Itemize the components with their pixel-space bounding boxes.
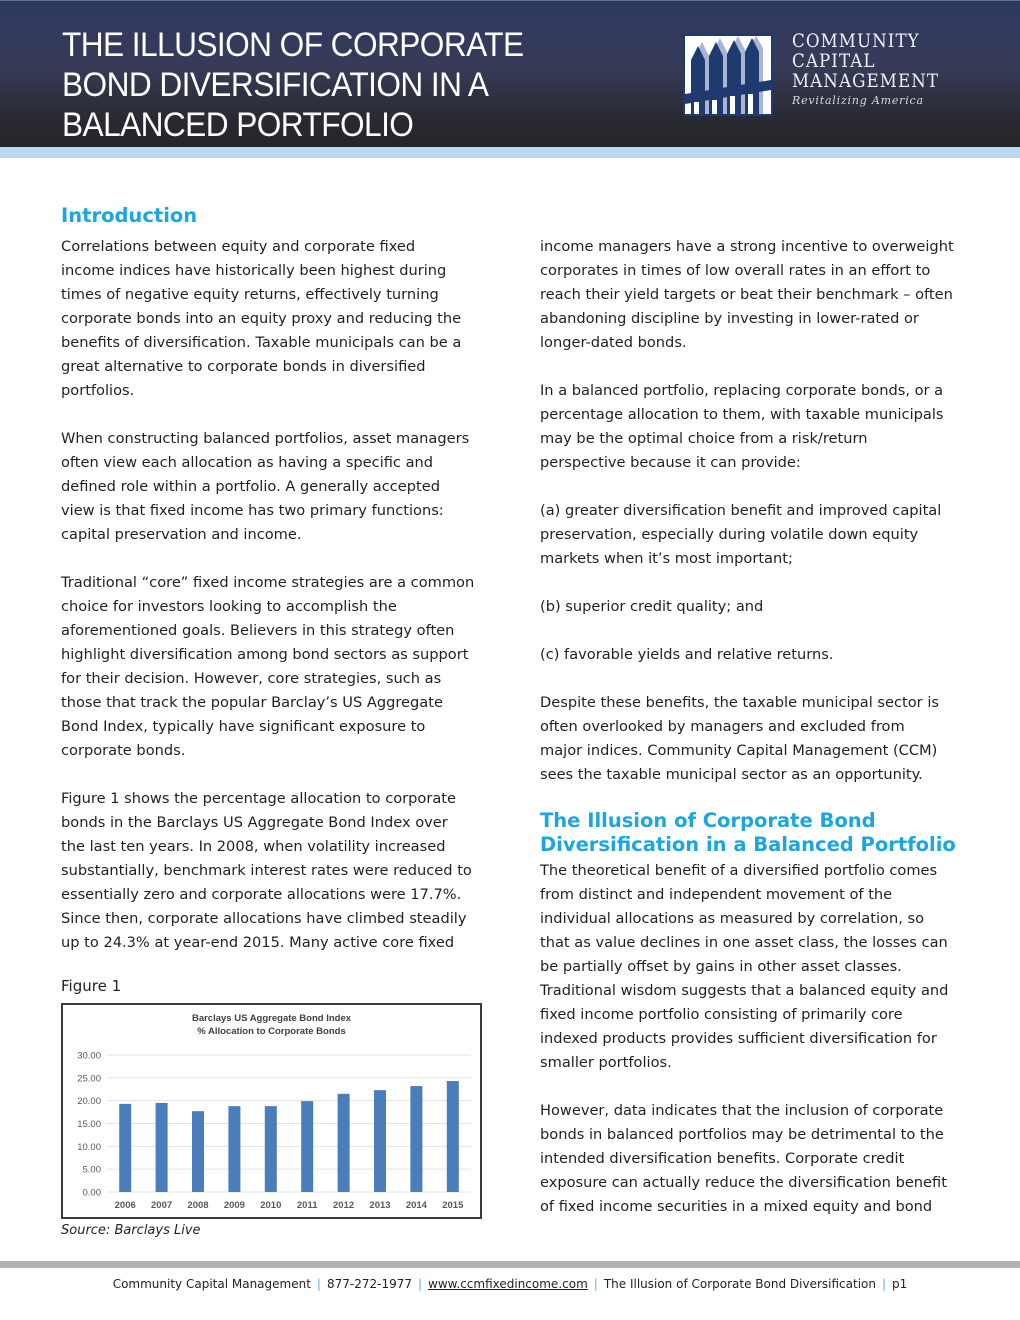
introduction-heading: Introduction xyxy=(61,204,198,227)
text-line: those that track the popular Barclay’s US Aggregate xyxy=(61,694,443,711)
text-line: corporates in times of low overall rates in an effort to xyxy=(540,262,931,279)
bar-2013 xyxy=(374,1090,386,1192)
text-line: intended diversification benefits. Corporate credit xyxy=(540,1150,905,1167)
y-tick-label: 30.00 xyxy=(77,1050,101,1062)
bar-2014 xyxy=(410,1086,422,1192)
bar-2007 xyxy=(156,1103,168,1192)
replacement-paragraph xyxy=(540,379,980,475)
text-line: view is that fixed income has two primary functions: xyxy=(61,502,444,519)
figure-label: Figure 1 xyxy=(61,977,122,995)
text-line: Despite these benefits, the taxable municipal sector is xyxy=(540,694,939,711)
text-line: from distinct and independent movement of the xyxy=(540,886,893,903)
brand-wordmark xyxy=(792,31,959,107)
bar-2009 xyxy=(228,1106,240,1192)
opportunity-paragraph xyxy=(540,691,980,787)
text-line: the last ten years. In 2008, when volatility increased xyxy=(61,838,446,855)
footer-phone: 877-272-1977 xyxy=(326,1277,412,1291)
y-tick-label: 5.00 xyxy=(82,1164,101,1176)
text-line: individual allocations as measured by correlation, so xyxy=(540,910,924,927)
text-line: great alternative to corporate bonds in diversified xyxy=(61,358,426,375)
text-line: perspective because it can provide: xyxy=(540,454,801,471)
bar-2010 xyxy=(265,1106,277,1192)
text-line: capital preservation and income. xyxy=(61,526,302,543)
text-line: Traditional wisdom suggests that a balanced equity and xyxy=(540,982,949,999)
text-line: In a balanced portfolio, replacing corporate bonds, or a xyxy=(540,382,944,399)
text-line: Bond Index, typically have significant exposure to xyxy=(61,718,426,735)
benefit-item-b xyxy=(540,595,980,619)
heading-line: The Illusion of Corporate Bond xyxy=(540,809,876,832)
text-line: may be the optimal choice from a risk/return xyxy=(540,430,868,447)
footer-separator: | xyxy=(417,1277,423,1291)
chart-plot-area xyxy=(63,1005,480,1217)
x-tick-label: 2008 xyxy=(187,1200,209,1211)
footer-website-link[interactable]: www.ccmfixedincome.com xyxy=(428,1277,588,1291)
text-line: aforementioned goals. Believers in this strategy often xyxy=(61,622,455,639)
brand-line: MANAGEMENT xyxy=(792,70,940,92)
text-line: (a) greater diversification benefit and improved capital xyxy=(540,502,942,519)
footer-separator: | xyxy=(316,1277,321,1291)
text-line: portfolios. xyxy=(61,382,135,399)
text-line: up to 24.3% at year-end 2015. Many active core fixed xyxy=(61,934,455,951)
text-line: bonds in balanced portfolios may be detrimental to the xyxy=(540,1126,944,1143)
text-line: corporate bonds into an equity proxy and reducing the xyxy=(61,310,462,327)
text-line: often view each allocation as having a specific and xyxy=(61,454,434,471)
theoretical-benefit-paragraph xyxy=(540,859,980,1075)
text-line: abandoning discipline by investing in lower-rated or xyxy=(540,310,919,327)
incentive-paragraph xyxy=(540,235,980,355)
text-line: However, data indicates that the inclusion of corporate xyxy=(540,1102,944,1119)
text-line: markets when it’s most important; xyxy=(540,550,793,567)
text-line: choice for investors looking to accomplish the xyxy=(61,598,397,615)
y-tick-label: 10.00 xyxy=(77,1141,101,1153)
footer-company: Community Capital Management xyxy=(112,1277,311,1291)
text-line: that as value declines in one asset class, the losses can xyxy=(540,934,948,951)
text-line: Traditional “core” fixed income strategies are a common xyxy=(61,574,475,591)
chart-source: Source: Barclays Live xyxy=(61,1223,201,1238)
x-tick-label: 2010 xyxy=(260,1200,282,1211)
text-line: often overlooked by managers and excluded from xyxy=(540,718,905,735)
y-tick-label: 25.00 xyxy=(77,1073,101,1085)
text-line: smaller portfolios. xyxy=(540,1054,672,1071)
text-line: Correlations between equity and corporate fixed xyxy=(61,238,416,255)
footer-separator: | xyxy=(881,1277,887,1291)
y-tick-label: 20.00 xyxy=(77,1096,101,1108)
header-band xyxy=(0,0,1020,147)
text-line: Since then, corporate allocations have climbed steadily xyxy=(61,910,467,927)
text-line: of fixed income securities in a mixed equity and bond xyxy=(540,1198,933,1215)
footer-divider xyxy=(0,1261,1020,1268)
x-tick-label: 2015 xyxy=(442,1200,464,1211)
text-line: percentage allocation to them, with taxable municipals xyxy=(540,406,944,423)
footer-separator: | xyxy=(593,1277,598,1291)
however-paragraph xyxy=(540,1099,980,1219)
text-line: income managers have a strong incentive to overweight xyxy=(540,238,954,255)
text-line: longer-dated bonds. xyxy=(540,334,687,351)
text-line: sees the taxable municipal sector as an opportunity. xyxy=(540,766,923,783)
brand-tagline: Revitalizing America xyxy=(792,94,924,107)
x-tick-label: 2014 xyxy=(405,1200,427,1211)
text-line: major indices. Community Capital Management (CCM) xyxy=(540,742,938,759)
benefit-item-c xyxy=(540,643,980,667)
core-strategies-paragraph xyxy=(61,571,501,763)
bar-chart xyxy=(61,1003,482,1219)
roles-paragraph xyxy=(61,427,501,547)
bar-2015 xyxy=(447,1081,459,1192)
text-line: When constructing balanced portfolios, asset managers xyxy=(61,430,470,447)
bar-2012 xyxy=(338,1094,350,1192)
title-line: BOND DIVERSIFICATION IN A xyxy=(62,66,489,104)
bar-2011 xyxy=(301,1101,313,1192)
text-line: essentially zero and corporate allocations were 17.7%. xyxy=(61,886,462,903)
text-line: times of negative equity returns, effectively turning xyxy=(61,286,439,303)
bar-2008 xyxy=(192,1111,204,1192)
chart-title-line: Barclays US Aggregate Bond Index xyxy=(191,1013,352,1024)
page-title xyxy=(62,25,546,145)
chart-subtitle-line: % Allocation to Corporate Bonds xyxy=(197,1026,346,1037)
title-line: THE ILLUSION OF CORPORATE xyxy=(62,26,524,64)
footer-doc-title: The Illusion of Corporate Bond Diversification xyxy=(603,1277,876,1291)
brand-line: CAPITAL xyxy=(792,50,876,72)
x-tick-label: 2011 xyxy=(296,1200,318,1211)
text-line: defined role within a portfolio. A generally accepted xyxy=(61,478,440,495)
text-line: corporate bonds. xyxy=(61,742,186,759)
text-line: highlight diversification among bond sectors as support xyxy=(61,646,469,663)
text-line: preservation, especially during volatile down equity xyxy=(540,526,919,543)
text-line: income indices have historically been highest during xyxy=(61,262,447,279)
x-tick-label: 2009 xyxy=(223,1200,245,1211)
text-line: (c) favorable yields and relative returns. xyxy=(540,646,834,663)
illusion-section-heading xyxy=(540,809,980,857)
brand-line: COMMUNITY xyxy=(792,30,920,52)
title-line: BALANCED PORTFOLIO xyxy=(62,106,414,144)
bar-2006 xyxy=(119,1104,131,1192)
text-line: fixed income portfolio consisting of primarily core xyxy=(540,1006,903,1023)
text-line: be partially offset by gains in other asset classes. xyxy=(540,958,902,975)
x-tick-label: 2007 xyxy=(151,1200,173,1211)
text-line: indexed products provides sufficient diversification for xyxy=(540,1030,937,1047)
x-tick-label: 2013 xyxy=(369,1200,391,1211)
text-line: for their decision. However, core strategies, such as xyxy=(61,670,442,687)
y-tick-label: 0.00 xyxy=(82,1187,101,1199)
x-tick-label: 2012 xyxy=(333,1200,355,1211)
heading-line: Diversification in a Balanced Portfolio xyxy=(540,833,956,856)
x-tick-label: 2006 xyxy=(114,1200,136,1211)
text-line: The theoretical benefit of a diversified portfolio comes xyxy=(540,862,938,879)
footer-page-number: p1 xyxy=(892,1277,908,1291)
figure-description-paragraph xyxy=(61,787,501,955)
footer xyxy=(0,1276,1020,1292)
intro-paragraph xyxy=(61,235,501,403)
y-tick-label: 15.00 xyxy=(77,1119,101,1130)
benefit-item-a xyxy=(540,499,980,571)
text-line: Figure 1 shows the percentage allocation to corporate xyxy=(61,790,457,807)
text-line: benefits of diversification. Taxable municipals can be a xyxy=(61,334,462,351)
fence-logo-icon xyxy=(683,34,773,116)
text-line: reach their yield targets or beat their benchmark – often xyxy=(540,286,953,303)
text-line: substantially, benchmark interest rates were reduced to xyxy=(61,862,472,879)
text-line: bonds in the Barclays US Aggregate Bond Index over xyxy=(61,814,448,831)
header-stripe xyxy=(0,147,1020,158)
text-line: (b) superior credit quality; and xyxy=(540,598,764,615)
text-line: exposure can actually reduce the diversification benefit xyxy=(540,1174,947,1191)
